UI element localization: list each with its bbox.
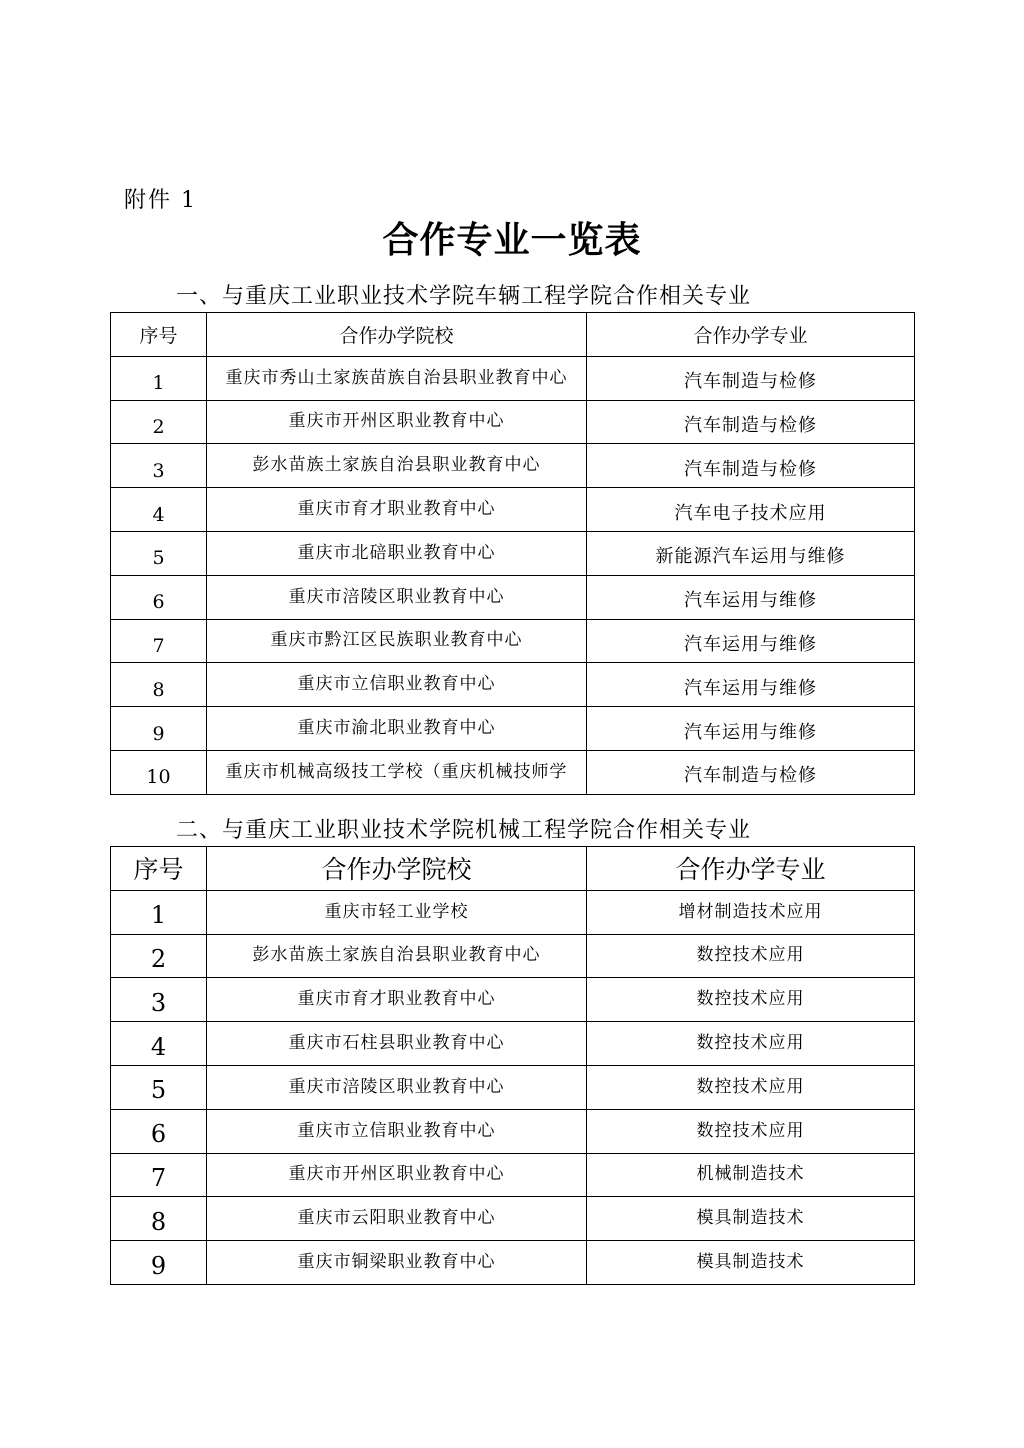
- school-name: 重庆市涪陵区职业教育中心: [207, 1065, 587, 1109]
- row-number: 10: [111, 750, 207, 794]
- major-name: 汽车运用与维修: [587, 663, 915, 707]
- table-row: [111, 750, 915, 794]
- page-title: 合作专业一览表: [382, 220, 642, 261]
- header-major: 合作办学专业: [587, 847, 915, 891]
- school-name: 重庆市石柱县职业教育中心: [207, 1022, 587, 1066]
- school-name: 重庆市北碚职业教育中心: [207, 531, 587, 575]
- row-number: 7: [111, 619, 207, 663]
- major-name: 模具制造技术: [587, 1197, 915, 1241]
- table-row: [111, 400, 915, 444]
- school-name: 重庆市开州区职业教育中心: [207, 400, 587, 444]
- table-row: [111, 978, 915, 1022]
- school-name: 重庆市铜梁职业教育中心: [207, 1241, 587, 1285]
- table-row: [111, 531, 915, 575]
- major-name: 数控技术应用: [587, 1109, 915, 1153]
- vehicle-engineering-table: [110, 312, 915, 795]
- school-name: 彭水苗族土家族自治县职业教育中心: [207, 934, 587, 978]
- header-number: 序号: [111, 847, 207, 891]
- row-number: 5: [111, 1065, 207, 1109]
- row-number: 1: [111, 890, 207, 934]
- section2-heading: 二、与重庆工业职业技术学院机械工程学院合作相关专业: [176, 818, 752, 843]
- row-number: 1: [111, 356, 207, 400]
- school-name: 重庆市黔江区民族职业教育中心: [207, 619, 587, 663]
- major-name: 增材制造技术应用: [587, 890, 915, 934]
- school-name: 重庆市涪陵区职业教育中心: [207, 575, 587, 619]
- header-school: 合作办学院校: [207, 313, 587, 357]
- header-number: 序号: [111, 313, 207, 357]
- row-number: 6: [111, 1109, 207, 1153]
- row-number: 9: [111, 1241, 207, 1285]
- table-row: [111, 356, 915, 400]
- major-name: 数控技术应用: [587, 978, 915, 1022]
- row-number: 3: [111, 444, 207, 488]
- table-row: [111, 1022, 915, 1066]
- school-name: 彭水苗族土家族自治县职业教育中心: [207, 444, 587, 488]
- row-number: 3: [111, 978, 207, 1022]
- table-row: [111, 444, 915, 488]
- school-name: 重庆市育才职业教育中心: [207, 978, 587, 1022]
- school-name: 重庆市立信职业教育中心: [207, 663, 587, 707]
- major-name: 机械制造技术: [587, 1153, 915, 1197]
- major-name: 新能源汽车运用与维修: [587, 531, 915, 575]
- major-name: 汽车运用与维修: [587, 619, 915, 663]
- row-number: 2: [111, 400, 207, 444]
- major-name: 汽车运用与维修: [587, 707, 915, 751]
- table-row: [111, 1241, 915, 1285]
- table-row: [111, 663, 915, 707]
- major-name: 汽车制造与检修: [587, 400, 915, 444]
- major-name: 模具制造技术: [587, 1241, 915, 1285]
- major-name: 汽车制造与检修: [587, 750, 915, 794]
- school-name: 重庆市机械高级技工学校（重庆机械技师学: [207, 750, 587, 794]
- school-name: 重庆市轻工业学校: [207, 890, 587, 934]
- school-name: 重庆市育才职业教育中心: [207, 488, 587, 532]
- table-header-row: [111, 313, 915, 357]
- major-name: 数控技术应用: [587, 1022, 915, 1066]
- row-number: 4: [111, 1022, 207, 1066]
- row-number: 6: [111, 575, 207, 619]
- table-row: [111, 1197, 915, 1241]
- table-header-row: [111, 847, 915, 891]
- table-row: [111, 619, 915, 663]
- table-row: [111, 575, 915, 619]
- section1-heading: 一、与重庆工业职业技术学院车辆工程学院合作相关专业: [176, 284, 752, 309]
- row-number: 5: [111, 531, 207, 575]
- major-name: 数控技术应用: [587, 934, 915, 978]
- school-name: 重庆市秀山土家族苗族自治县职业教育中心: [207, 356, 587, 400]
- major-name: 汽车制造与检修: [587, 356, 915, 400]
- table-row: [111, 1065, 915, 1109]
- row-number: 9: [111, 707, 207, 751]
- major-name: 汽车运用与维修: [587, 575, 915, 619]
- row-number: 7: [111, 1153, 207, 1197]
- table-row: [111, 890, 915, 934]
- attachment-label: 附件 1: [124, 188, 197, 213]
- row-number: 8: [111, 1197, 207, 1241]
- mechanical-engineering-table: [110, 846, 915, 1285]
- school-name: 重庆市开州区职业教育中心: [207, 1153, 587, 1197]
- table-row: [111, 934, 915, 978]
- school-name: 重庆市渝北职业教育中心: [207, 707, 587, 751]
- row-number: 8: [111, 663, 207, 707]
- school-name: 重庆市云阳职业教育中心: [207, 1197, 587, 1241]
- major-name: 数控技术应用: [587, 1065, 915, 1109]
- school-name: 重庆市立信职业教育中心: [207, 1109, 587, 1153]
- major-name: 汽车电子技术应用: [587, 488, 915, 532]
- table-row: [111, 1109, 915, 1153]
- row-number: 4: [111, 488, 207, 532]
- table-row: [111, 707, 915, 751]
- header-school: 合作办学院校: [207, 847, 587, 891]
- row-number: 2: [111, 934, 207, 978]
- header-major: 合作办学专业: [587, 313, 915, 357]
- table-row: [111, 488, 915, 532]
- major-name: 汽车制造与检修: [587, 444, 915, 488]
- table-row: [111, 1153, 915, 1197]
